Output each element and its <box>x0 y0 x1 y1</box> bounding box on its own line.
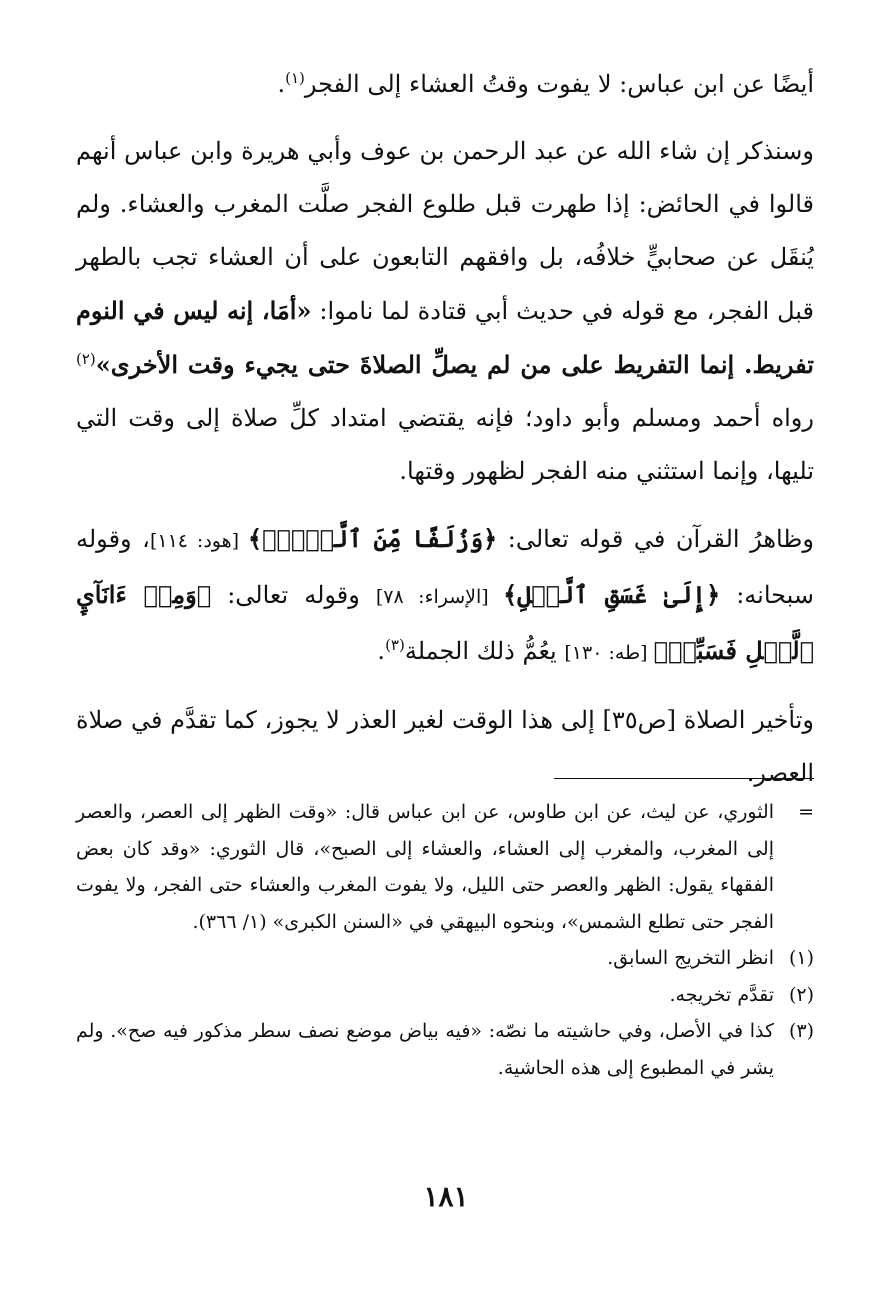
paragraph-4-text: وتأخير الصلاة [ص٣٥] إلى هذا الوقت لغير العذر لا يجوز، كما تقدَّم في صلاة العصر. <box>76 706 814 787</box>
footnote-number: (١) <box>788 947 814 969</box>
footnote-ref-2: (٢) <box>76 350 96 368</box>
footnote-separator <box>554 778 814 779</box>
footnote-ref-1: (١) <box>285 69 305 87</box>
paragraph-1-text: أيضًا عن ابن عباس: لا يفوت وقتُ العشاء إلى الفجر <box>304 70 814 98</box>
footnote-ref-3: (٣) <box>385 636 405 654</box>
paragraph-2-text-b: رواه أحمد ومسلم وأبو داود؛ فإنه يقتضي امتداد كلِّ صلاة إلى وقت التي تليها، وإنما استثني منه الفجر لظهور وقتها. <box>76 404 814 485</box>
footnote-number: (٣) <box>788 1020 814 1042</box>
paragraph-3-text-c: وقوله تعالى: <box>211 581 376 609</box>
paragraph-2 <box>76 125 814 498</box>
footnote-text: كذا في الأصل، وفي حاشيته ما نصّه: «فيه بياض موضع نصف سطر مذكور فيه صح». ولم يشر في المطبوع إلى هذه الحاشية. <box>76 1020 774 1079</box>
paragraph-3-text-b: ، وقوله سبحانه: <box>76 525 814 609</box>
paragraph-4 <box>76 694 814 800</box>
hadith-quote: «أمَا، إنه ليس في النوم تفريط. إنما التفريط على من لم يصلِّ الصلاةَ حتى يجيء وقت الأخرى» <box>76 296 814 379</box>
verse-ref-2: [الإسراء: ٧٨] <box>375 586 504 608</box>
verse-ref-1: [هود: ١١٤] <box>149 530 248 552</box>
footnote-text: الثوري، عن ليث، عن ابن طاوس، عن ابن عباس قال: «وقت الظهر إلى العصر، والعصر إلى المغرب، والمغرب إلى العشاء، والعشاء إلى الصبح»، قال الثوري: «وقد كان بعض الفقهاء يقول: الظهر والعصر حتى الليل، ولا يفوت المغرب والعشاء حتى الفجر، ولا يفوت الفجر حتى تطلع الشمس»، وبنحوه البيهقي في «السنن الكبرى» (١/ ٣٦٦). <box>76 801 774 933</box>
footnote-marker: = <box>798 801 814 823</box>
paragraph-3-end: . <box>377 637 386 665</box>
paragraph-2-text-a: وسنذكر إن شاء الله عن عبد الرحمن بن عوف وأبي هريرة وابن عباس أنهم قالوا في الحائض: إذا طهرت قبل طلوع الفجر صلَّت المغرب والعشاء. ولم يُنقَل عن صحابيٍّ خلافُه، بل وافقهم التابعون على أن العشاء تجب بالطهر قبل الفجر، مع قوله في حديث أبي قتادة لما ناموا: <box>76 137 815 325</box>
paragraph-1 <box>76 58 814 111</box>
paragraph-3-text-a: وظاهرُ القرآن في قوله تعالى: <box>497 525 814 553</box>
footnote-text: تقدَّم تخريجه. <box>669 983 774 1006</box>
main-text <box>76 58 814 800</box>
quran-verse-2: ﴿إِلَىٰ غَسَقِ ٱلَّيۡلِ﴾ <box>503 580 721 609</box>
footnote-1 <box>76 940 814 977</box>
quran-verse-3: ﴿وَمِنۡ ءَانَآيِٕ ٱلَّيۡلِ فَسَبِّحۡ﴾ <box>76 580 814 665</box>
quran-verse-1: ﴿وَزُلَفًا مِّنَ ٱلَّيۡلِۚ﴾ <box>248 524 498 553</box>
footnote-3 <box>76 1013 814 1086</box>
footnotes <box>76 794 814 1086</box>
footnote-text: انظر التخريج السابق. <box>607 947 774 969</box>
paragraph-1-end: . <box>277 70 286 98</box>
page-number: ١٨١ <box>423 1180 469 1213</box>
paragraph-3-text-d: يعُمُّ ذلك الجملة <box>404 637 565 665</box>
footnote-2 <box>76 977 814 1014</box>
footnote-continuation <box>76 794 814 940</box>
paragraph-3 <box>76 512 814 680</box>
verse-ref-3: [طه: ١٣٠] <box>564 642 654 664</box>
footnote-number: (٢) <box>788 983 814 1006</box>
